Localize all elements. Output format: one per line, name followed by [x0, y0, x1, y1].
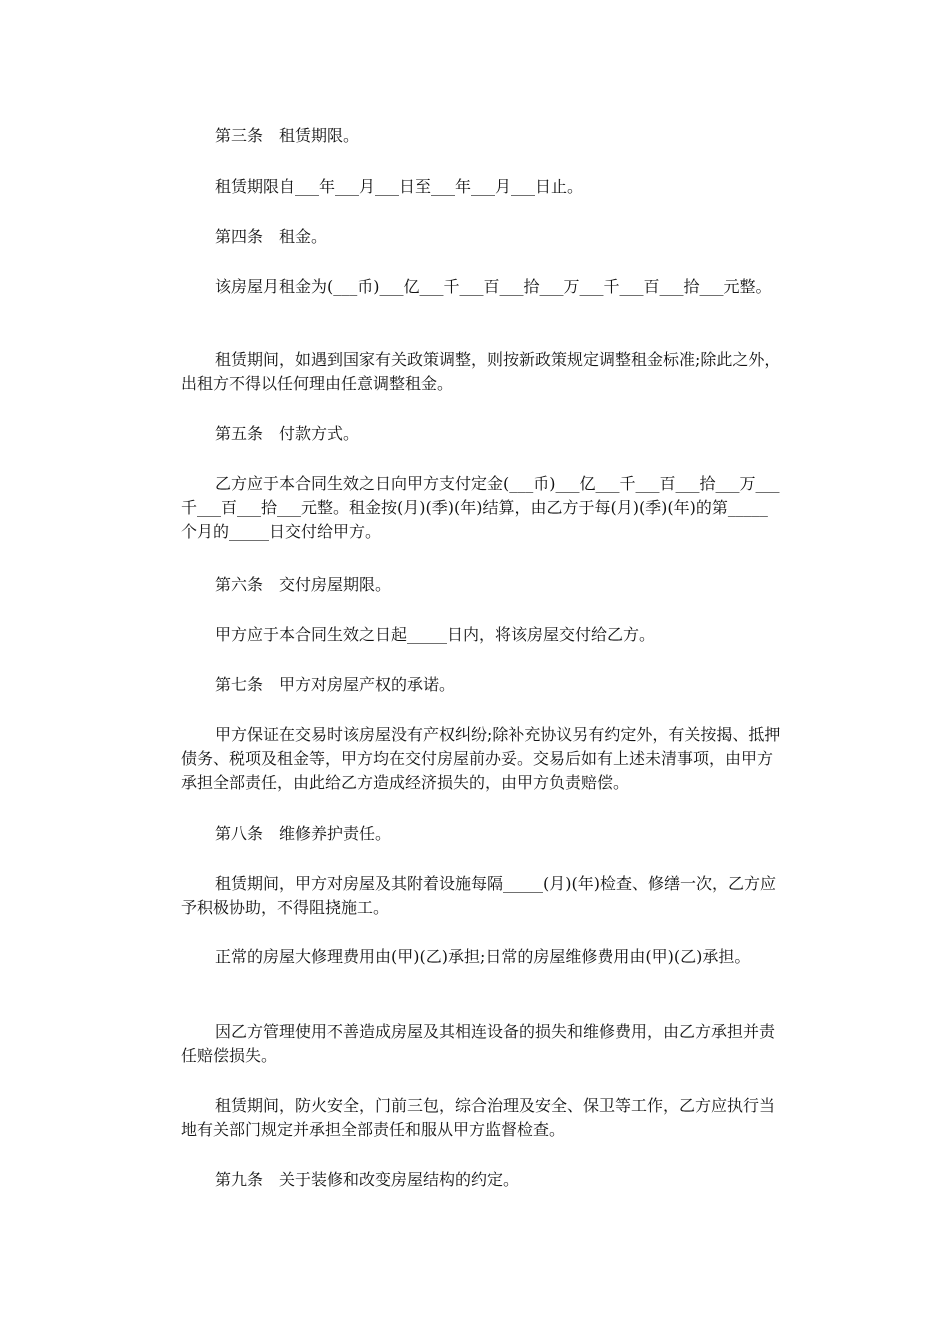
rent-adjustment-clause: 租赁期间，如遇到国家有关政策调整，则按新政策规定调整租金标准;除此之外，出租方不得以任何理由任意调整租金。 — [181, 350, 781, 393]
payment-method-clause: 乙方应于本合同生效之日向甲方支付定金(___币)___亿___千___百___拾___万___千___百___拾___元整。租金按(月)(季)(年)结算，由乙方于每(月)(季)(年)的第_____个月的_____日交付给甲方。 — [181, 474, 780, 541]
article-8-heading: 第八条 维修养护责任。 — [215, 824, 392, 843]
monthly-rent-clause: 该房屋月租金为(___币)___亿___千___百___拾___万___千___百___拾___元整。 — [215, 277, 772, 296]
article-6-heading: 第六条 交付房屋期限。 — [215, 575, 392, 594]
repair-cost-clause: 正常的房屋大修理费用由(甲)(乙)承担;日常的房屋维修费用由(甲)(乙)承担。 — [215, 947, 751, 966]
article-5-heading: 第五条 付款方式。 — [215, 424, 360, 443]
damage-liability-clause: 因乙方管理使用不善造成房屋及其相连设备的损失和维修费用，由乙方承担并责任赔偿损失。 — [181, 1022, 776, 1065]
article-3-heading: 第三条 租赁期限。 — [215, 126, 360, 145]
property-rights-clause: 甲方保证在交易时该房屋没有产权纠纷;除补充协议另有约定外，有关按揭、抵押债务、税项及租金等，甲方均在交付房屋前办妥。交易后如有上述未清事项，由甲方承担全部责任，由此给乙方造成经济损失的，由甲方负责赔偿。 — [181, 725, 781, 792]
lease-term-clause: 租赁期限自___年___月___日至___年___月___日止。 — [215, 177, 584, 196]
article-7-heading: 第七条 甲方对房屋产权的承诺。 — [215, 675, 456, 694]
article-4-heading: 第四条 租金。 — [215, 227, 328, 246]
article-9-heading: 第九条 关于装修和改变房屋结构的约定。 — [215, 1170, 520, 1189]
inspection-clause: 租赁期间，甲方对房屋及其附着设施每隔_____(月)(年)检查、修缮一次，乙方应予积极协助，不得阻挠施工。 — [181, 874, 776, 917]
handover-clause: 甲方应于本合同生效之日起_____日内，将该房屋交付给乙方。 — [215, 625, 656, 644]
safety-duty-clause: 租赁期间，防火安全，门前三包，综合治理及安全、保卫等工作，乙方应执行当地有关部门规定并承担全部责任和服从甲方监督检查。 — [181, 1096, 776, 1139]
